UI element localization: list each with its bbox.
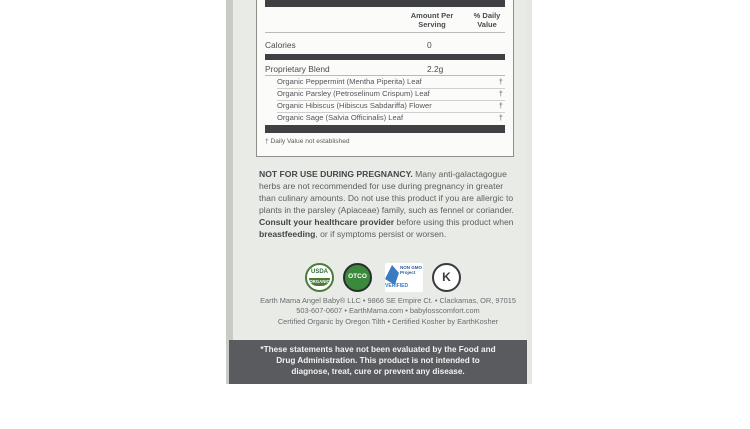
warning-bold-consult: Consult your healthcare provider bbox=[259, 217, 395, 228]
ingredient-row bbox=[277, 89, 505, 98]
blend-label: Proprietary Blend bbox=[265, 64, 330, 74]
ingredient-dv: † bbox=[498, 77, 503, 86]
disclaimer-line: diagnose, treat, cure or prevent any disease. bbox=[291, 367, 465, 376]
warning-text: , or if symptoms persist or worsen. bbox=[315, 229, 447, 240]
ingredient-row bbox=[277, 101, 505, 110]
company-info bbox=[259, 296, 517, 327]
facts-rule bbox=[265, 32, 505, 33]
daily-value-header: % Daily Value bbox=[473, 11, 501, 29]
usda-organic-logo bbox=[305, 263, 334, 292]
warning-bold-breastfeeding: breastfeeding bbox=[259, 229, 316, 240]
warning-text: Many anti-galactagogue herbs are not recommended for use during pregnancy in greater than culinary amounts. Do not use this product if you are allergic to plants in the parsley (Apiaceae) family, such as fennel or coriander. bbox=[259, 169, 514, 216]
non-gmo-verified-text: VERIFIED bbox=[385, 283, 409, 289]
ingredient-label: Organic Parsley (Petroselinum Crispum) Leaf bbox=[277, 89, 430, 98]
ingredient-dv: † bbox=[498, 101, 503, 110]
facts-bottom-bar bbox=[265, 125, 505, 133]
company-contact: 503-607-0607 • EarthMama.com • babylosscomfort.com bbox=[296, 306, 480, 316]
certification-logos bbox=[305, 263, 465, 293]
earth-kosher-logo bbox=[432, 263, 461, 292]
non-gmo-verified-logo bbox=[385, 263, 423, 292]
company-address: Earth Mama Angel Baby® LLC • 9866 SE Empire Ct. • Clackamas, OR, 97015 bbox=[260, 296, 516, 305]
ingredient-label: Organic Sage (Salvia Officinalis) Leaf bbox=[277, 113, 404, 122]
ingredient-label: Organic Peppermint (Mentha Piperita) Leaf bbox=[277, 77, 422, 86]
ingredient-row bbox=[277, 113, 505, 122]
disclaimer-line: Drug Administration. This product is not intended to bbox=[276, 356, 480, 365]
supplement-facts-panel bbox=[256, 0, 514, 157]
butterfly-icon bbox=[385, 265, 399, 285]
disclaimer-line: *These statements have not been evaluated by the Food and bbox=[260, 345, 496, 354]
calories-value: 0 bbox=[427, 40, 432, 50]
warning-lead: NOT FOR USE DURING PREGNANCY. bbox=[259, 169, 413, 179]
daily-value-footnote: † Daily Value not established bbox=[265, 138, 350, 145]
non-gmo-text: NON GMO Project bbox=[400, 265, 422, 275]
usda-logo-organic-text: ORGANIC bbox=[309, 279, 330, 284]
facts-top-bar bbox=[265, 0, 505, 7]
kosher-letter: K bbox=[442, 270, 451, 284]
ingredient-label: Organic Hibiscus (Hibiscus Sabdariffa) Flower bbox=[277, 101, 432, 110]
warning-text: before using this product when bbox=[394, 217, 514, 228]
amount-per-serving-header: Amount Per Serving bbox=[410, 11, 454, 29]
pregnancy-warning bbox=[259, 168, 517, 241]
blend-value: 2.2g bbox=[427, 64, 444, 74]
ingredient-dv: † bbox=[498, 89, 503, 98]
company-certifications: Certified Organic by Oregon Tilth • Certified Kosher by EarthKosher bbox=[277, 316, 499, 326]
facts-rule bbox=[265, 75, 505, 76]
box-right-edge bbox=[526, 0, 532, 384]
calories-row bbox=[265, 40, 505, 50]
otco-logo bbox=[343, 263, 372, 292]
facts-mid-bar bbox=[265, 54, 505, 60]
ingredient-row bbox=[277, 77, 505, 86]
fda-disclaimer bbox=[229, 340, 527, 384]
otco-logo-text: OTCO bbox=[348, 273, 367, 280]
calories-label: Calories bbox=[265, 40, 296, 50]
usda-logo-text: USDA bbox=[310, 269, 328, 275]
ingredient-dv: † bbox=[498, 113, 503, 122]
blend-row bbox=[265, 64, 505, 74]
